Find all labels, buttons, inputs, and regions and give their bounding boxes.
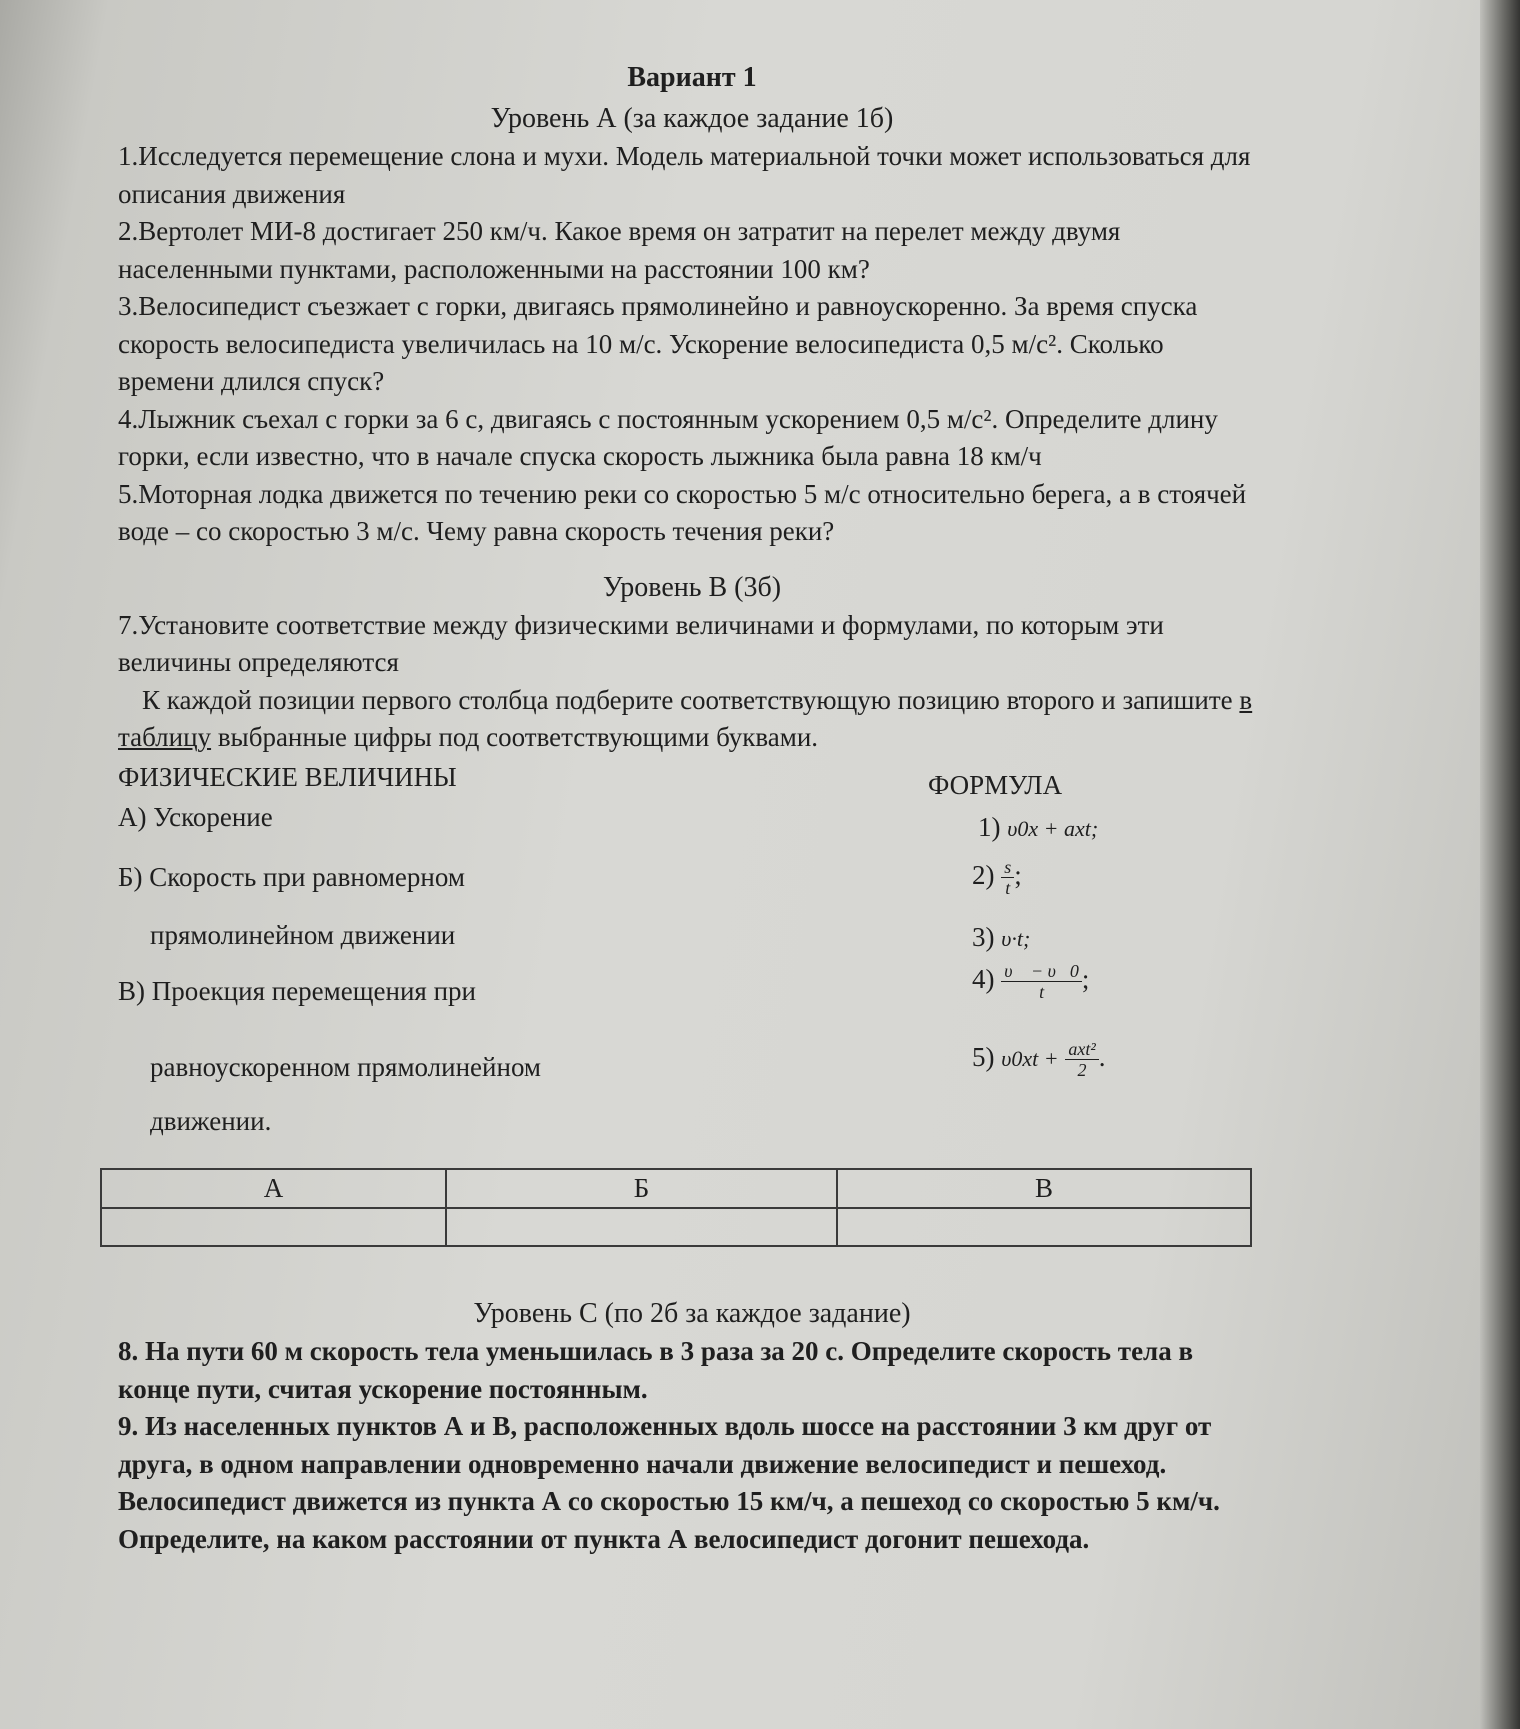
answer-cell-a[interactable]: [101, 1208, 446, 1246]
formula-2-fraction: [1001, 857, 1014, 898]
task-7-instruction: [118, 682, 1266, 757]
formula-4-tail: ;: [1081, 963, 1090, 994]
formula-1: [978, 809, 1098, 848]
formula-5-number: 5): [972, 1041, 995, 1072]
task-2: 2.Вертолет МИ-8 достигает 250 км/ч. Какое время он затратит на перелет между двумя населенными пунктами, расположенными на расстоянии 100 км?: [118, 216, 1121, 284]
task-5: 5.Моторная лодка движется по течению реки со скоростью 5 м/с относительно берега, а в стоячей воде – со скоростью 3 м/с. Чему равна скорость течения реки?: [118, 478, 1247, 546]
task-9: 9. Из населенных пунктов А и В, расположенных вдоль шоссе на расстоянии 3 км друг от друга, в одном направлении одновременно начали движение велосипедист и пешеход. Велосипедист движется из пункта А со скоростью 15 км/ч, а пешеход со скоростью 5 км/ч. Определите, на каком расстоянии от пункта А велосипедист догонит пешехода.: [118, 1411, 1220, 1554]
formula-2-denominator: t: [1005, 877, 1011, 898]
task-4: 4.Лыжник съехал с горки за 6 с, двигаясь с постоянным ускорением 0,5 м/с². Определите длину горки, если известно, что в начале спуска скорость лыжника была равна 18 км/ч: [118, 403, 1218, 471]
formula-5-tail: .: [1098, 1041, 1106, 1072]
quantity-c-line3: движении.: [150, 1105, 272, 1136]
level-c-title: Уровень С (по 2б за каждое задание): [473, 1298, 911, 1329]
answer-header-c: В: [837, 1169, 1251, 1209]
variant-title: Вариант 1: [627, 62, 757, 93]
quantity-b-line1: Б) Скорость при равномерном: [118, 861, 465, 892]
level-b-title: Уровень В (3б): [602, 571, 782, 603]
answer-table: [100, 1168, 1252, 1248]
formula-5-numerator: axt²: [1065, 1039, 1098, 1060]
task-3: 3.Велосипедист съезжает с горки, двигаясь прямолинейно и равноускоренно. За время спуска скорость велосипедиста увеличилась на 10 м/с. Ускорение велосипедиста 0,5 м/с². Сколько времени длился спуск?: [118, 291, 1198, 396]
formula-5-head: υ0xt +: [1001, 1045, 1059, 1071]
task-8: 8. На пути 60 м скорость тела уменьшилась в 3 раза за 20 с. Определите скорость тела в конце пути, считая ускорение постоянным.: [118, 1336, 1194, 1404]
matching-columns: [118, 759, 1266, 1164]
answer-header-a: А: [101, 1169, 446, 1209]
formula-5-denominator: 2: [1077, 1059, 1087, 1080]
formula-5: [972, 1039, 1105, 1080]
formula-1-number: 1): [978, 811, 1001, 842]
formula-2-number: 2): [972, 859, 995, 890]
formula-4-fraction: [1001, 961, 1082, 1002]
task-7: 7.Установите соответствие между физическими величинами и формулами, по которым эти величины определяются: [118, 609, 1164, 677]
task-1: 1.Исследуется перемещение слона и мухи. Модель материальной точки может использоваться для описания движения: [118, 141, 1251, 209]
formula-4-denominator: t: [1039, 981, 1045, 1002]
formula-2: [972, 857, 1022, 898]
quantities-header: ФИЗИЧЕСКИЕ ВЕЛИЧИНЫ: [118, 761, 457, 792]
answer-table-header-row: [101, 1169, 1251, 1209]
formula-2-numerator: s: [1001, 857, 1014, 878]
formula-3-number: 3): [972, 921, 995, 952]
level-a-title: Уровень А (за каждое задание 1б): [490, 103, 894, 134]
formula-2-tail: ;: [1014, 859, 1022, 890]
spacer: [118, 551, 1266, 569]
quantity-b-line2: прямолинейном движении: [150, 919, 456, 950]
formula-4: [972, 961, 1089, 1002]
answer-cell-c[interactable]: [837, 1208, 1251, 1246]
formula-4-number: 4): [972, 963, 995, 994]
formulas-header: ФОРМУЛА: [928, 769, 1063, 800]
formula-3: [972, 919, 1030, 958]
instruction-end: выбранные цифры под соответствующими буквами.: [211, 722, 819, 752]
sheet-shadow-edge: [1480, 0, 1520, 1729]
worksheet-content: [118, 56, 1266, 1558]
answer-table-input-row: [101, 1208, 1251, 1246]
formula-5-fraction: [1065, 1039, 1098, 1080]
quantity-a: А) Ускорение: [118, 801, 273, 832]
formula-4-numerator: υ⃗ − υ⃗0: [1001, 961, 1082, 982]
answer-cell-b[interactable]: [446, 1208, 837, 1246]
formula-1-expression: υ0x + axt;: [1007, 815, 1099, 841]
quantity-c-line2: равноускоренном прямолинейном: [150, 1051, 542, 1082]
instruction-start: К каждой позиции первого столбца подберите соответствующую позицию второго и запишите: [142, 684, 1240, 715]
formula-3-expression: υ·t;: [1001, 925, 1031, 951]
instruction-table-ref: в таблицу: [118, 684, 1253, 752]
quantity-c-line1: В) Проекция перемещения при: [118, 975, 476, 1006]
answer-header-b: Б: [446, 1169, 837, 1209]
